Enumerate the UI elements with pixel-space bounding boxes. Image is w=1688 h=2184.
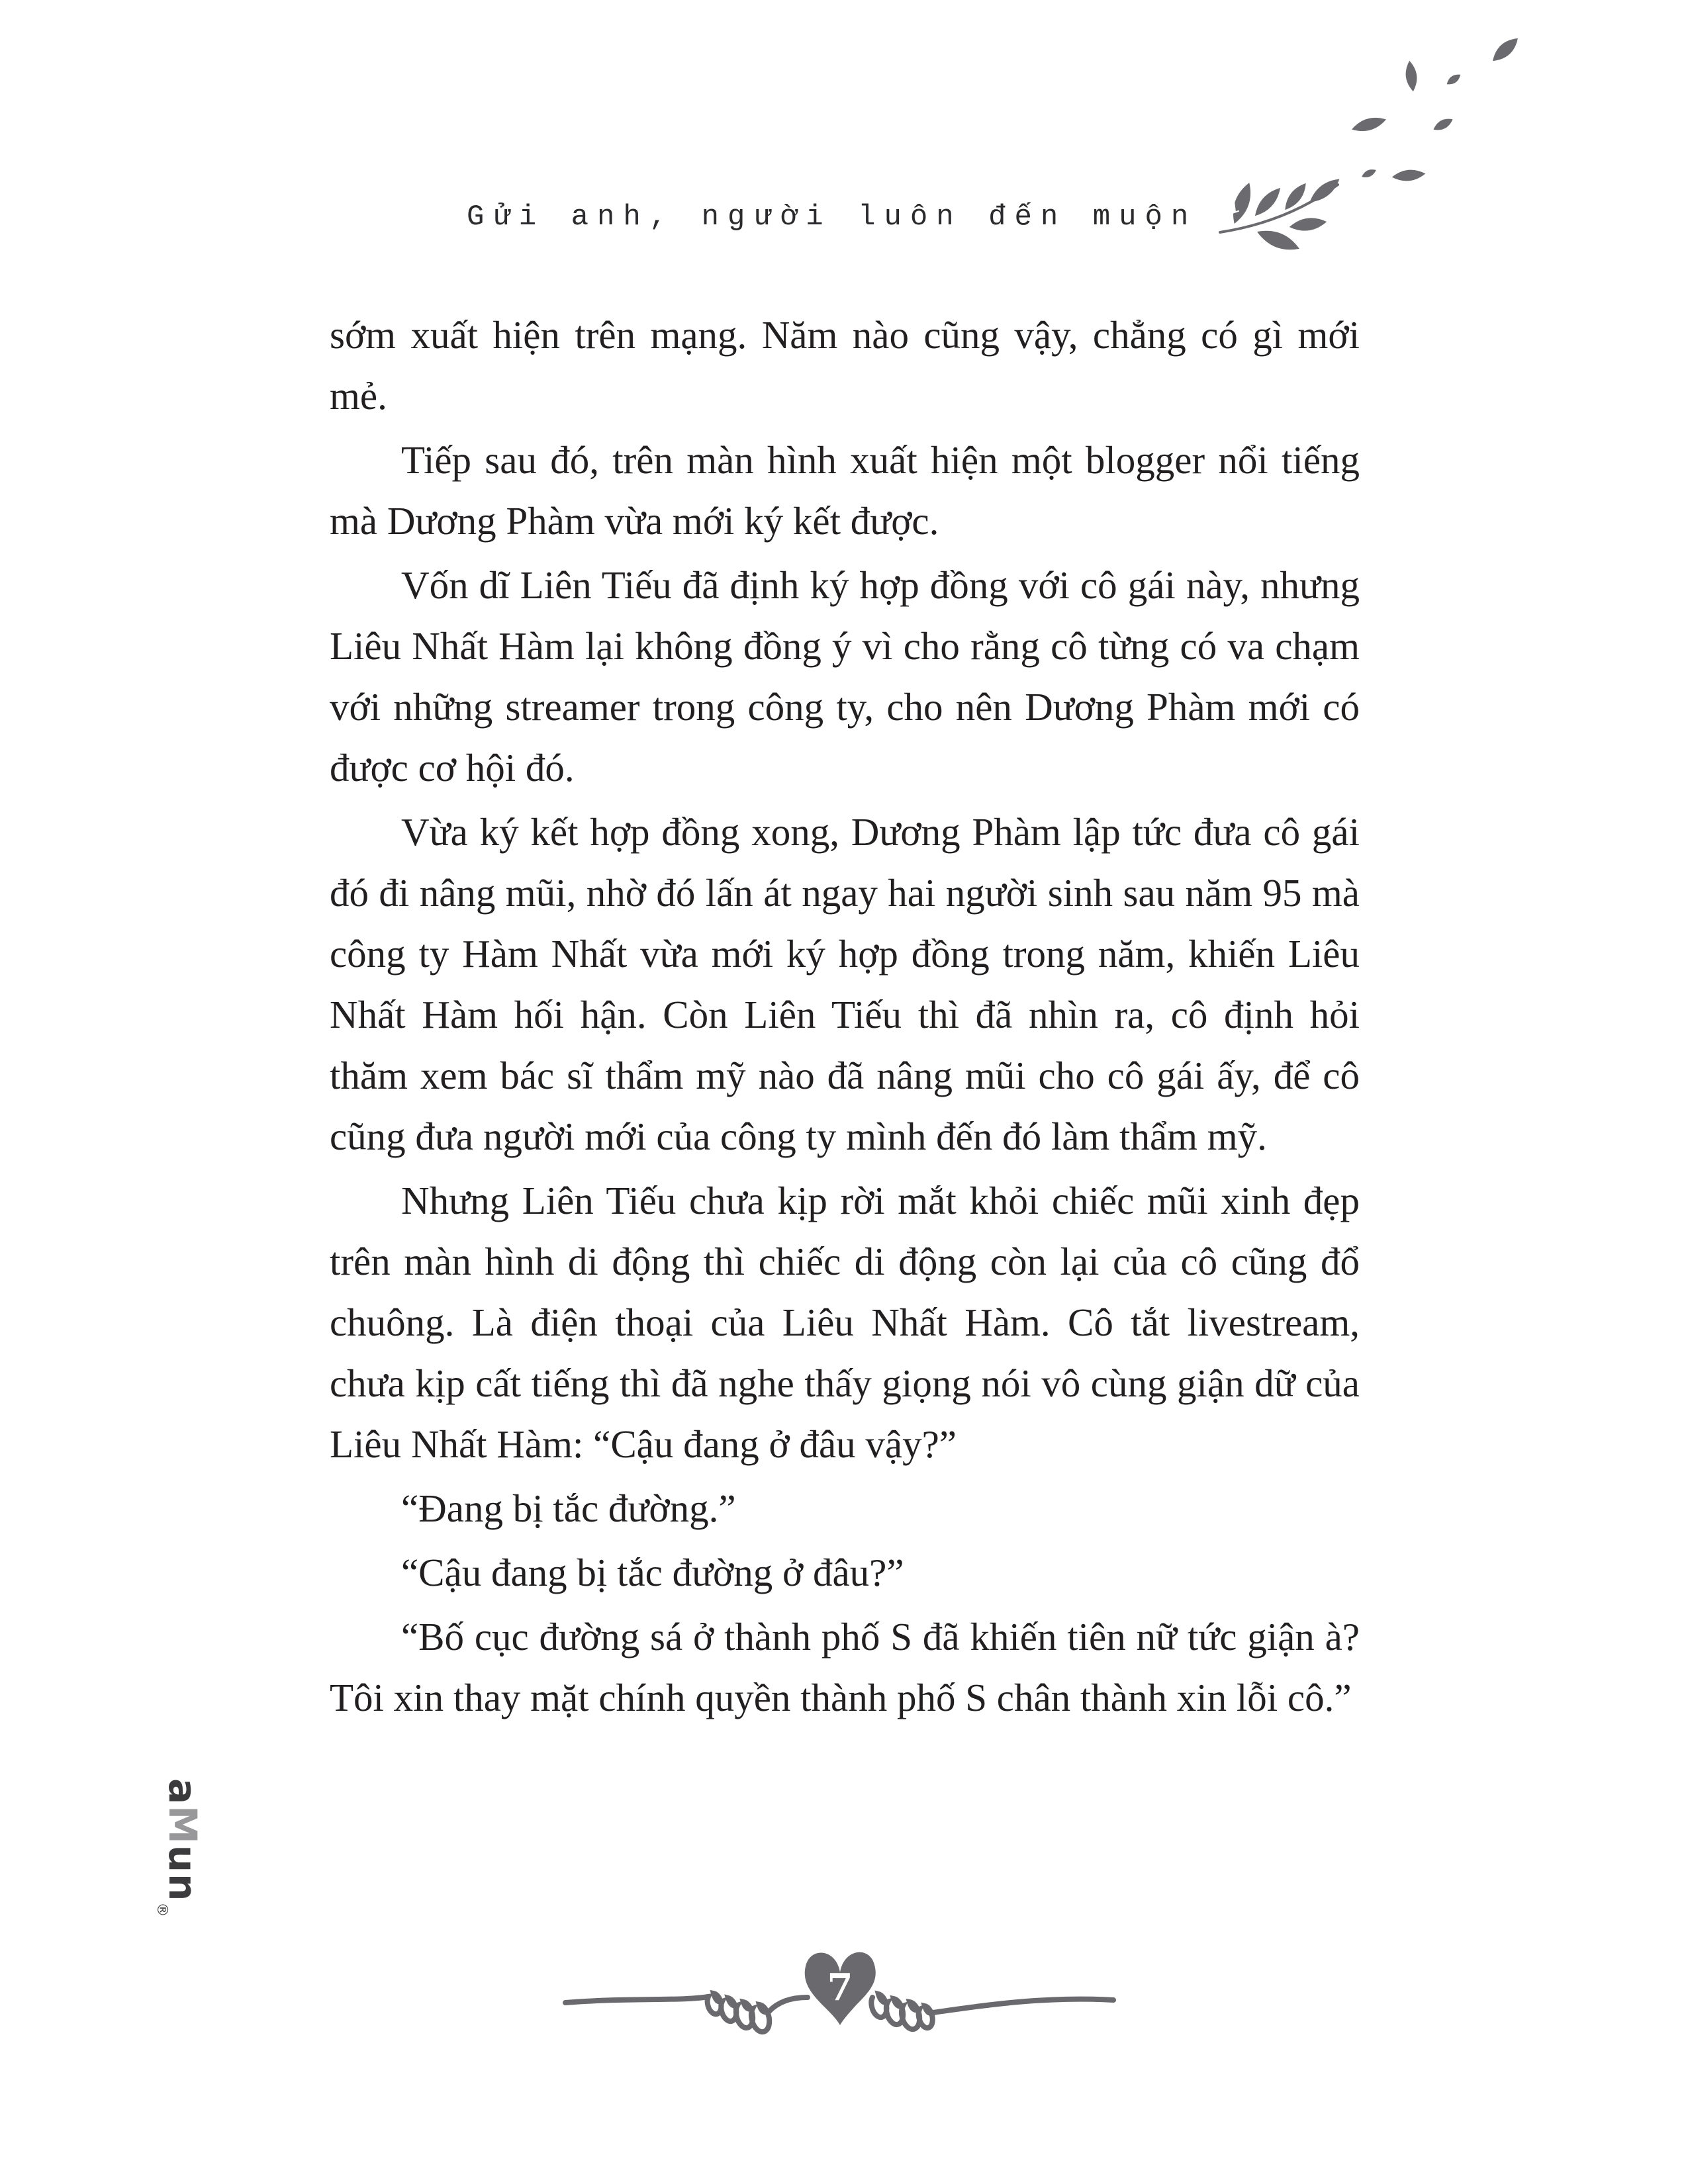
paragraph: “Bố cục đường sá ở thành phố S đã khiến tiên nữ tức giận à? Tôi xin thay mặt chính quyền thành phố S chân thành xin lỗi cô.” xyxy=(330,1615,1360,1719)
page-number: 7 xyxy=(827,1966,853,2009)
registered-mark: ® xyxy=(154,1902,170,1917)
paragraph: sớm xuất hiện trên mạng. Năm nào cũng vậy, chẳng có gì mới mẻ. xyxy=(330,313,1360,418)
body-text xyxy=(330,304,1360,1731)
paragraph: Tiếp sau đó, trên màn hình xuất hiện một blogger nổi tiếng mà Dương Phàm vừa mới ký kết được. xyxy=(330,438,1360,543)
chapter-number: 1 xyxy=(1221,187,1247,222)
paragraph: Vừa ký kết hợp đồng xong, Dương Phàm lập tức đưa cô gái đó đi nâng mũi, nhờ đó lấn át ngay hai người sinh sau năm 95 mà công ty Hàm Nhất vừa mới ký hợp đồng trong năm, khiến Liêu Nhất Hàm hối hận. Còn Liên Tiếu thì đã nhìn ra, cô định hỏi thăm xem bác sĩ thẩm mỹ nào đã nâng mũi cho cô gái ấy, để cô cũng đưa người mới của công ty mình đến đó làm thẩm mỹ. xyxy=(330,810,1360,1158)
scattered-leaves-icon xyxy=(1324,13,1536,185)
logo-letter-a: a xyxy=(160,1778,205,1806)
paragraph: Vốn dĩ Liên Tiếu đã định ký hợp đồng với cô gái này, nhưng Liêu Nhất Hàm lại không đồng ý vì cho rằng cô từng có va chạm với những streamer trong công ty, cho nên Dương Phàm mới có được cơ hội đó. xyxy=(330,563,1360,790)
logo-letter-m: M xyxy=(160,1805,205,1845)
leaf-branch-icon xyxy=(1215,169,1354,268)
paragraph: Nhưng Liên Tiếu chưa kịp rời mắt khỏi chiếc mũi xinh đẹp trên màn hình di động thì chiếc di động còn lại của cô cũng đổ chuông. Là điện thoại của Liêu Nhất Hàm. Cô tắt livestream, chưa kịp cất tiếng thì đã nghe thấy giọng nói vô cùng giận dữ của Liêu Nhất Hàm: “Cậu đang ở đâu vậy?” xyxy=(330,1179,1360,1466)
squiggle-heart-divider-icon xyxy=(561,1931,1117,2044)
page-title: Gửi anh, người luôn đến muộn xyxy=(467,201,1197,234)
paragraph: “Đang bị tắc đường.” xyxy=(401,1486,736,1530)
publisher-logo xyxy=(154,1778,205,1917)
logo-letters-un: un xyxy=(160,1844,205,1903)
paragraph: “Cậu đang bị tắc đường ở đâu?” xyxy=(401,1551,904,1594)
